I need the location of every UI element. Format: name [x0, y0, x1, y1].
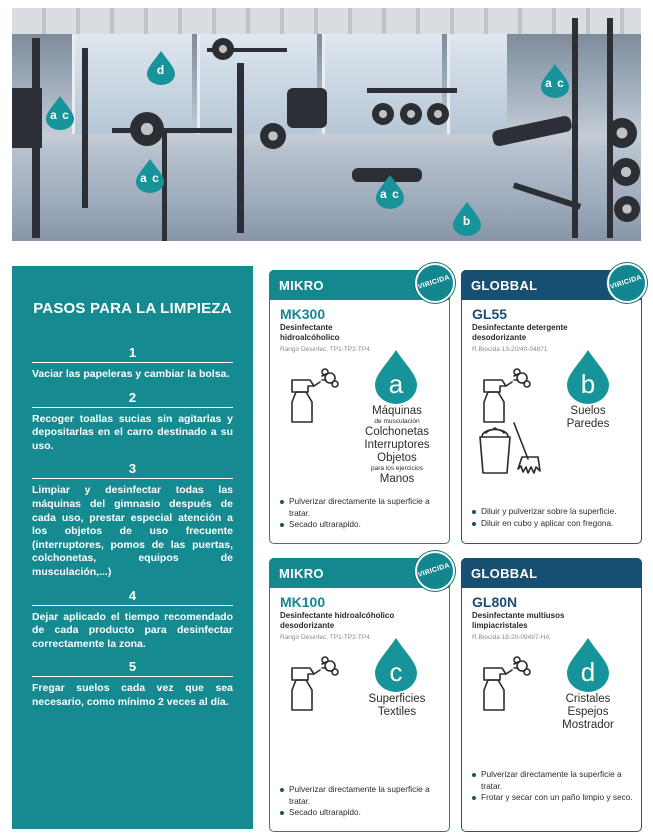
spray-bottle-icon [470, 366, 532, 426]
drop-icon [564, 349, 612, 405]
marker-label: a c [140, 171, 160, 185]
marker-b [449, 201, 485, 237]
spray-bottle-icon [278, 366, 340, 426]
surface-note: de musculación [374, 418, 420, 425]
product-code: MK100 [280, 594, 326, 610]
surfaces-list [548, 405, 628, 431]
product-card-mk100 [269, 558, 450, 832]
step-number: 5 [32, 659, 233, 677]
drop-letter: c [389, 657, 403, 687]
step-number: 1 [32, 345, 233, 363]
bench-pad [287, 88, 327, 128]
marker-ac [132, 158, 168, 194]
surface-item: Cristales [565, 693, 611, 705]
weight-plate [212, 38, 234, 60]
weight-plate [372, 103, 394, 125]
marker-label: a c [545, 76, 565, 90]
product-code: MK300 [280, 306, 326, 322]
product-card-gl55 [461, 270, 642, 544]
step-number: 3 [32, 461, 233, 479]
brand-band: MIKRO [269, 558, 450, 588]
step-number: 4 [32, 588, 233, 606]
brand-band: MIKRO [269, 270, 450, 300]
step-text: Vaciar las papeleras y cambiar la bolsa. [32, 368, 230, 380]
step-text: Limpiar y desinfectar todas las máquinas del gimnasio después de cada uso, prestar especial atención a los objetos de uso frecuente (interruptores, pomos de las puertas, colchonetas, equipos de musculación,...) [32, 484, 233, 578]
surface-item: Interruptores [364, 439, 430, 451]
drop-letter: d [580, 657, 596, 687]
marker-label: a c [380, 187, 400, 201]
surface-note: para los ejercicios [370, 465, 424, 472]
surface-item: Mostrador [562, 719, 614, 731]
surfaces-list [352, 693, 442, 719]
marker-label: b [462, 214, 472, 228]
weight-plate [400, 103, 422, 125]
drop-icon [372, 637, 420, 693]
weight-plate [427, 103, 449, 125]
brand-band: GLOBBAL [461, 270, 642, 300]
step-item [32, 461, 233, 579]
instruction-item: Frotar y secar con un paño limpio y seco. [470, 792, 638, 804]
step-text: Dejar aplicado el tiempo recomendado de cada producto para desinfectar correctamente la zona. [32, 610, 233, 650]
step-number: 2 [32, 390, 233, 408]
product-code: GL55 [472, 306, 508, 322]
spray-bottle-icon [278, 654, 340, 714]
marker-d [143, 50, 179, 86]
registration: Rango Desinfec. TP1-TP2-TP4 [280, 346, 370, 353]
instruction-item: Diluir en cubo y aplicar con fregona. [470, 518, 638, 530]
brand-band: GLOBBAL [461, 558, 642, 588]
viricida-badge [415, 551, 455, 591]
rack-post [237, 63, 244, 233]
weight-plate [614, 196, 640, 222]
badge-label: VIRICIDA [417, 274, 451, 291]
registration: R.Biocida 18-20-09497-HA [472, 634, 550, 641]
marker-label: a c [50, 108, 70, 122]
weight-plate [130, 112, 164, 146]
drop-letter: b [580, 369, 596, 399]
marker-ac [537, 63, 573, 99]
surface-item: Suelos [570, 405, 606, 417]
instructions-list [470, 506, 638, 529]
surface-item: Objetos [377, 452, 417, 464]
step-item [32, 390, 233, 454]
surface-item: Paredes [566, 418, 610, 430]
product-description: Desinfectante hidroalcóholico desodorizante [280, 611, 395, 630]
product-description: Desinfectante multiusos limpiacristales [472, 611, 565, 630]
marker-label: d [156, 63, 166, 77]
instruction-item: Secado ultrarapido. [278, 807, 446, 819]
ceiling [12, 8, 641, 34]
marker-ac [372, 174, 408, 210]
viricida-badge [415, 263, 455, 303]
step-item [32, 345, 233, 382]
cleaning-steps-panel [12, 266, 253, 829]
rack-post [572, 18, 578, 238]
spray-bottle-icon [470, 654, 532, 714]
gym-photo [12, 8, 641, 241]
product-code: GL80N [472, 594, 518, 610]
step-item [32, 588, 233, 652]
window [447, 34, 507, 134]
product-description: Desinfectante detergente desodorizante [472, 323, 568, 342]
viricida-badge [607, 263, 647, 303]
instruction-item: Secado ultrarapido. [278, 519, 446, 531]
instructions-list [278, 784, 446, 819]
instruction-item: Diluir y pulverizar sobre la superficie. [470, 506, 638, 518]
rack-post [82, 48, 88, 208]
drop-icon [372, 349, 420, 405]
product-description: Desinfectante hidroalcóholico [280, 323, 340, 342]
registration: R.Biocida 13-20/40-04871 [472, 346, 548, 353]
product-card-gl80n [461, 558, 642, 832]
drop-icon [564, 637, 612, 693]
instruction-item: Pulverizar directamente la superficie a tratar. [278, 784, 446, 807]
surfaces-list [548, 693, 628, 732]
instructions-list [278, 496, 446, 531]
steps-title: PASOS PARA LA LIMPIEZA [33, 300, 232, 317]
plate-rack [367, 88, 457, 93]
weight-plate [612, 158, 640, 186]
surface-item: Superficies [368, 693, 426, 705]
registration: Rango Desinfec. TP1-TP2-TP4 [280, 634, 370, 641]
weight-plate [607, 118, 637, 148]
surface-item: Espejos [567, 706, 609, 718]
surface-item: Máquinas [372, 405, 422, 417]
surfaces-list [342, 405, 452, 486]
surface-item: Textiles [377, 706, 417, 718]
step-item [32, 659, 233, 709]
surface-item: Colchonetas [365, 426, 429, 438]
badge-label: VIRICIDA [609, 274, 643, 291]
instructions-list [470, 769, 638, 804]
step-text: Recoger toallas sucias sin agitarlas y depositarlas en el carro destinado a su uso. [32, 412, 233, 452]
badge-label: VIRICIDA [417, 562, 451, 579]
instruction-item: Pulverizar directamente la superficie a tratar. [470, 769, 638, 792]
instruction-item: Pulverizar directamente la superficie a tratar. [278, 496, 446, 519]
surface-item: Manos [379, 473, 415, 485]
marker-ac [42, 95, 78, 131]
weight-plate [260, 123, 286, 149]
bucket-mop-icon [474, 421, 544, 477]
step-text: Fregar suelos cada vez que sea necesario, como mínimo 2 veces al día. [32, 682, 233, 708]
product-card-mk300 [269, 270, 450, 544]
drop-letter: a [388, 369, 404, 399]
machine [12, 88, 42, 148]
